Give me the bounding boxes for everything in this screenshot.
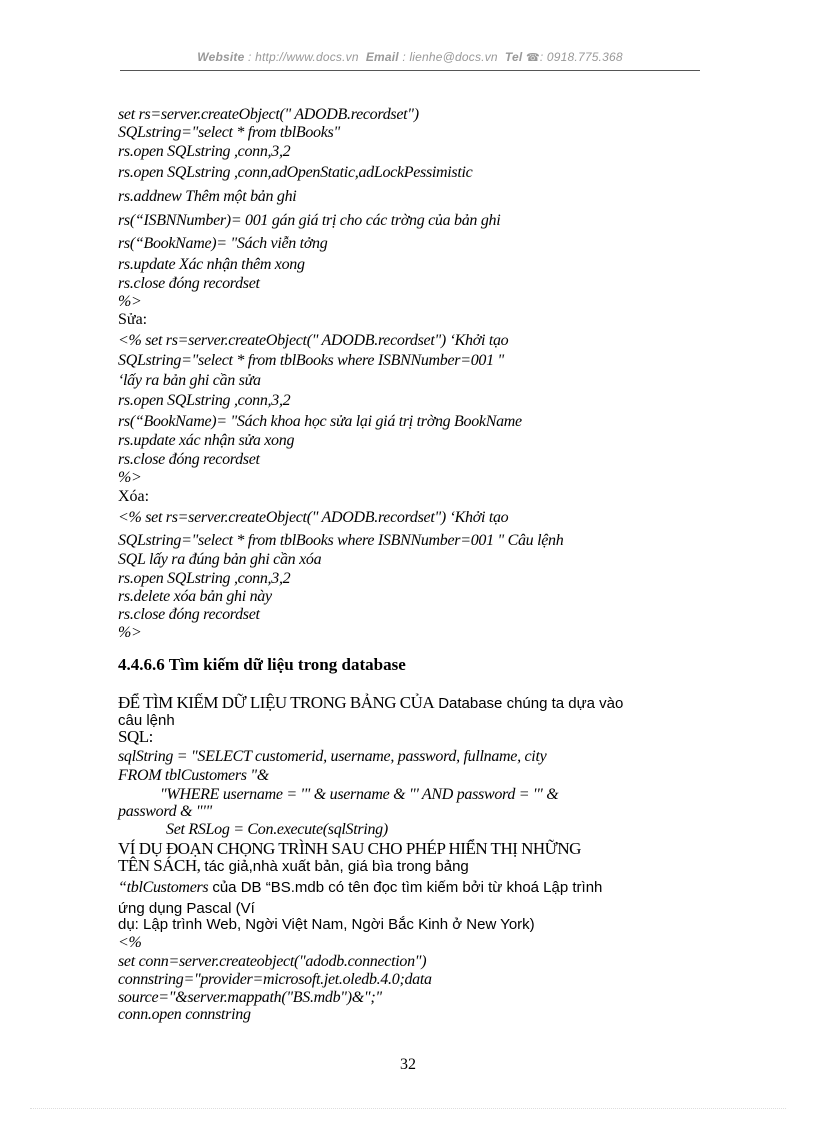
code-line: rs.close đóng recordset — [118, 451, 260, 468]
code-line: connstring="provider=microsoft.jet.oledb.4.0;data — [118, 971, 432, 988]
code-line: source="&server.mappath("BS.mdb")&";" — [118, 989, 382, 1006]
code-line: rs.close đóng recordset — [118, 606, 260, 623]
body-text: Database chúng ta dựa vào — [438, 695, 624, 712]
table-name: “tblCustomers — [118, 879, 209, 896]
code-line: rs.update Xác nhận thêm xong — [118, 256, 305, 273]
code-line: rs.addnew Thêm một bản ghi — [118, 188, 297, 205]
code-line: rs(“BookName)= "Sách khoa học sửa lại giá trị trờng BookName — [118, 413, 522, 430]
page-header — [120, 50, 700, 64]
code-line: rs(“ISBNNumber)= 001 gán giá trị cho các trờng của bản ghi — [118, 212, 501, 229]
code-line: SQLstring="select * from tblBooks where ISBNNumber=001 " Câu lệnh — [118, 532, 564, 549]
section-heading: 4.4.6.6 Tìm kiếm dữ liệu trong database — [118, 655, 406, 674]
email-value: : lienhe@docs.vn — [402, 50, 498, 64]
code-line: rs.open SQLstring ,conn,3,2 — [118, 392, 291, 409]
paragraph-line: SQL: — [118, 727, 153, 746]
footer-divider — [30, 1108, 786, 1109]
code-line: ‘lấy ra bản ghi cần sửa — [118, 372, 261, 389]
paragraph-line: VÍ DỤ ĐOẠN CHỌNG TRÌNH SAU CHO PHÉP HIỂN THỊ NHỮNG — [118, 839, 581, 858]
paragraph-line — [118, 694, 623, 713]
code-line: %> — [118, 293, 142, 310]
code-line: rs.close đóng recordset — [118, 275, 260, 292]
code-line: rs.open SQLstring ,conn,3,2 — [118, 143, 291, 160]
section-label-edit: Sửa: — [118, 311, 148, 328]
code-line: <% set rs=server.createObject(" ADODB.recordset") ‘Khởi tạo — [118, 509, 509, 526]
section-label-delete: Xóa: — [118, 488, 150, 505]
page-number: 32 — [400, 1056, 416, 1073]
tel-value: : 0918.775.368 — [539, 50, 623, 64]
website-value: : http://www.docs.vn — [248, 50, 359, 64]
code-line: set conn=server.createobject("adodb.connection") — [118, 953, 427, 970]
code-line: FROM tblCustomers "& — [118, 767, 269, 784]
code-line: rs(“BookName)= "Sách viễn tởng — [118, 235, 328, 252]
code-line: conn.open connstring — [118, 1006, 251, 1023]
code-line: SQL lấy ra đúng bản ghi cần xóa — [118, 551, 322, 568]
code-line: Set RSLog = Con.execute(sqlString) — [166, 821, 388, 838]
body-text: tác giả,nhà xuất bản, giá bìa trong bảng — [204, 858, 469, 875]
tel-label: Tel — [504, 50, 523, 64]
telephone-icon: ☎ — [525, 52, 540, 64]
code-line: "WHERE username = '" & username & "' AND password = '" & — [160, 786, 559, 803]
code-line: <% set rs=server.createObject(" ADODB.recordset") ‘Khởi tạo — [118, 332, 509, 349]
code-line: SQLstring="select * from tblBooks" — [118, 124, 340, 141]
code-line: rs.update xác nhận sửa xong — [118, 432, 295, 449]
paragraph-line: dụ: Lập trình Web, Ngời Việt Nam, Ngời Bắc Kinh ở New York) — [118, 916, 535, 933]
code-line: rs.open SQLstring ,conn,3,2 — [118, 570, 291, 587]
paragraph-line: câu lệnh — [118, 712, 175, 729]
code-line: rs.delete xóa bản ghi này — [118, 588, 272, 605]
code-line: password & "'" — [118, 803, 212, 820]
paragraph-line — [118, 879, 602, 897]
code-line: rs.open SQLstring ,conn,adOpenStatic,adLockPessimistic — [118, 164, 473, 181]
caps-text: TÊN SÁCH, — [118, 856, 201, 875]
body-text: của DB “BS.mdb có tên đọc tìm kiếm bởi từ khoá Lập trình — [212, 879, 603, 896]
code-line: <% — [118, 934, 142, 951]
code-line: %> — [118, 469, 142, 486]
caps-text: ĐỂ TÌM KIẾM DỮ LIỆU TRONG BẢNG CỦA — [118, 693, 435, 712]
code-line: sqlString = "SELECT customerid, username, password, fullname, city — [118, 748, 547, 765]
paragraph-line: ứng dụng Pascal (Ví — [118, 900, 255, 917]
website-label: Website — [197, 50, 245, 64]
code-line: set rs=server.createObject(" ADODB.recordset") — [118, 106, 419, 123]
code-line: SQLstring="select * from tblBooks where ISBNNumber=001 " — [118, 352, 504, 369]
header-divider — [120, 70, 700, 71]
code-line: %> — [118, 624, 142, 641]
email-label: Email — [365, 50, 399, 64]
paragraph-line — [118, 857, 469, 876]
